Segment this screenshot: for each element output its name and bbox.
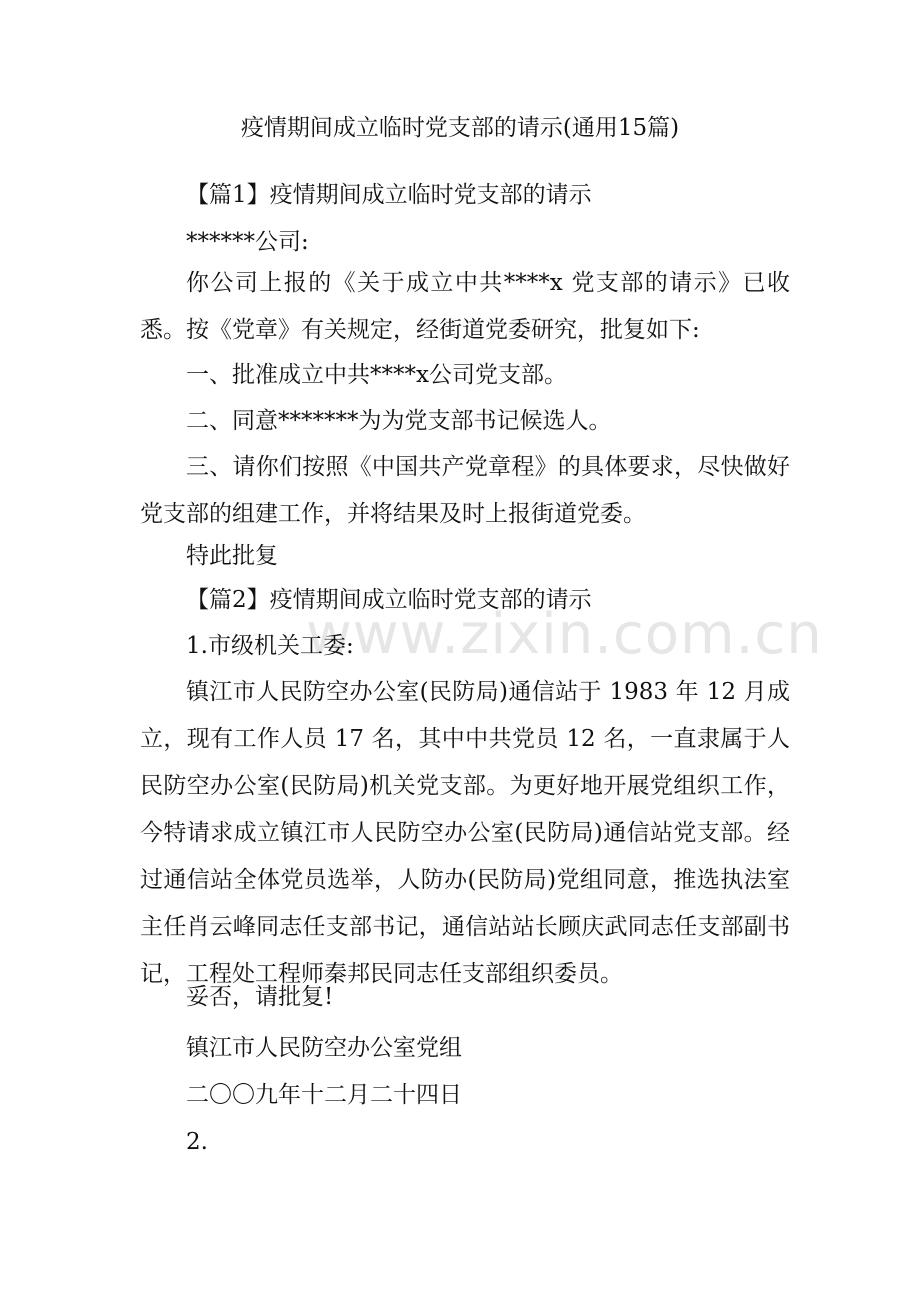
section-1-item-3: 三、请你们按照《中国共产党章程》的具体要求，尽快做好党支部的组建工作，并将结果及时上报街道党委。 — [140, 454, 790, 527]
document-title: 疫情期间成立临时党支部的请示(通用15篇) — [240, 115, 680, 141]
section-1-paragraph: 你公司上报的《关于成立中共****x 党支部的请示》已收悉。按《党章》有关规定，经街道党委研究，批复如下: — [140, 270, 790, 343]
section-2-salutation: 1.市级机关工委: — [186, 633, 354, 659]
section-1-item-2: 二、同意*******为为党支部书记候选人。 — [186, 408, 612, 434]
section-3-number: 2. — [186, 1129, 208, 1155]
section-2-date: 二〇〇九年十二月二十四日 — [186, 1082, 462, 1108]
section-1-salutation: ******公司: — [186, 229, 309, 255]
section-1-item-1: 一、批准成立中共****x公司党支部。 — [186, 362, 567, 388]
section-2-signature: 镇江市人民防空办公室党组 — [186, 1035, 462, 1061]
section-1-closing: 特此批复 — [186, 543, 278, 569]
section-2-heading: 【篇2】疫情期间成立临时党支部的请示 — [186, 587, 592, 613]
section-2-paragraph: 镇江市人民防空办公室(民防局)通信站于 1983 年 12 月成立，现有工作人员 17 名，其中中共党员 12 名，一直隶属于人民防空办公室(民防局)机关党支部。为更好地开展党组织工作，今特请求成立镇江市人民防空办公室(民防局)通信站党支部。经过通信站全体党员选举，人防办(民防局)党组同意，推选执法室主任肖云峰同志任支部书记，通信站站长顾庆武同志任支部副书记，工程处工程师秦邦民同志任支部组织委员。 — [140, 679, 790, 987]
section-2-request: 妥否，请批复! — [186, 984, 334, 1010]
watermark: www.zixin.com.cn — [306, 602, 823, 667]
section-1-heading: 【篇1】疫情期间成立临时党支部的请示 — [186, 182, 592, 208]
